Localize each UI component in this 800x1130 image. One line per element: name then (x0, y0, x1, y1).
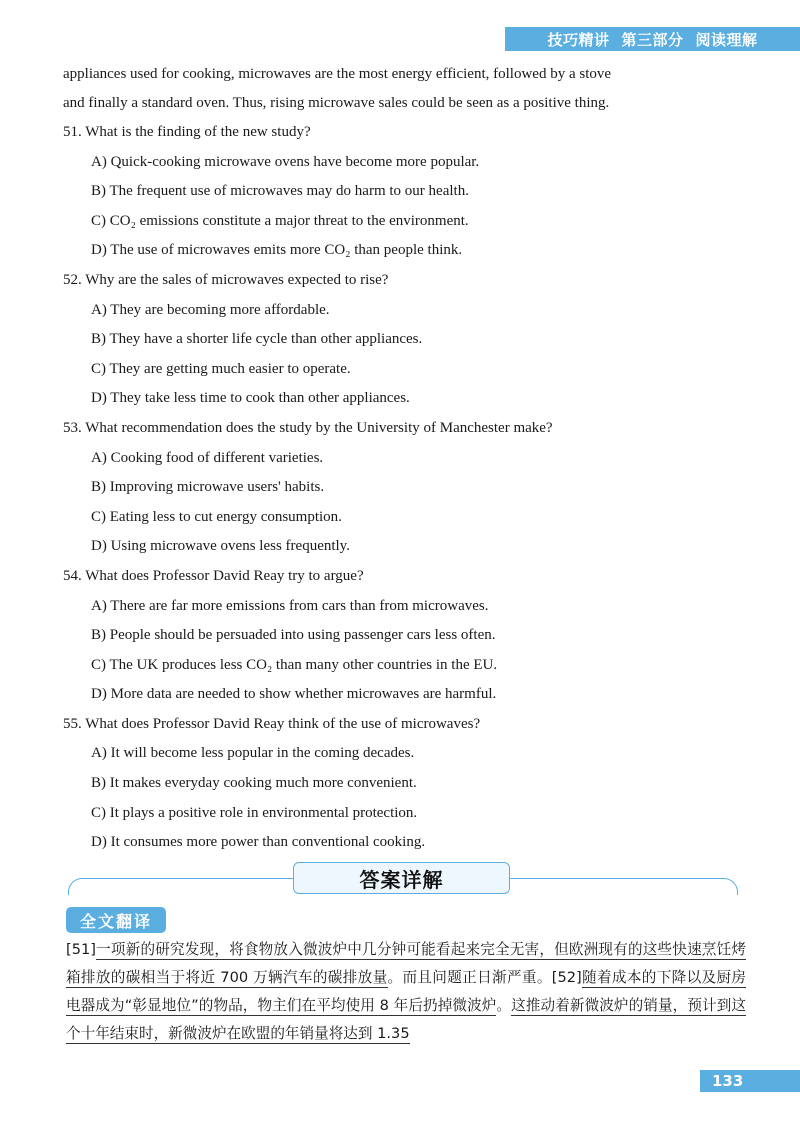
question-53 (63, 414, 743, 562)
option-a: A) There are far more emissions from cars than from microwaves. (91, 597, 489, 614)
underlined-sentence: 这推动着新微波炉的销量，预计到这个十年结束时，新微波炉在欧盟的年销量将达到 1.35 (66, 997, 746, 1042)
option-b: B) They have a shorter life cycle than other appliances. (91, 331, 423, 348)
plain-sentence: 。而且问题正日渐严重。 (387, 969, 552, 986)
passage-line: appliances used for cooking, microwaves are the most energy efficient, followed by a stove (63, 66, 612, 82)
option-b: B) It makes everyday cooking much more convenient. (91, 775, 417, 792)
option-d: D) More data are needed to show whether microwaves are harmful. (91, 686, 497, 703)
option-b: B) People should be persuaded into using passenger cars less often. (91, 627, 496, 644)
option-d: D) The use of microwaves emits more CO₂ than people think. (91, 242, 463, 259)
marker-52: [52] (551, 969, 582, 986)
header-section-1: 技巧精讲 (547, 30, 610, 49)
option-b: B) The frequent use of microwaves may do harm to our health. (91, 183, 469, 200)
underlined-sentence: 但欧洲现有的这些快速烹饪烤箱排放的碳相当于将近 700 万辆汽车的碳排放量 (66, 941, 746, 986)
option-d: D) Using microwave ovens less frequently. (91, 538, 350, 555)
plain-sentence: 。 (496, 997, 512, 1014)
option-b: B) Improving microwave users' habits. (91, 479, 325, 496)
question-54 (63, 562, 743, 710)
marker-51: [51] (66, 941, 96, 958)
option-a: A) It will become less popular in the coming decades. (91, 745, 415, 762)
answer-section-divider (68, 860, 738, 900)
question-stem: 53. What recommendation does the study by the University of Manchester make? (63, 419, 553, 436)
option-c: C) They are getting much easier to operate. (91, 360, 351, 377)
option-c: C) CO₂ emissions constitute a major threat to the environment. (91, 212, 469, 229)
translation-text (66, 936, 746, 1048)
option-a: A) They are becoming more affordable. (91, 301, 330, 318)
chapter-header (505, 27, 800, 51)
full-translation-badge: 全文翻译 (66, 907, 166, 933)
header-section-2: 第三部分 (621, 30, 684, 49)
option-c: C) Eating less to cut energy consumption. (91, 508, 342, 525)
option-c: C) The UK produces less CO₂ than many other countries in the EU. (91, 656, 498, 673)
question-stem: 54. What does Professor David Reay try to argue? (63, 567, 364, 584)
option-c: C) It plays a positive role in environmental protection. (91, 804, 418, 821)
divider-line-left (68, 878, 299, 895)
option-d: D) It consumes more power than conventional cooking. (91, 834, 426, 851)
option-d: D) They take less time to cook than other appliances. (91, 390, 410, 407)
answer-section-title: 答案详解 (293, 862, 510, 894)
divider-line-right (507, 878, 738, 895)
underlined-sentence: 随着成本的下降以及厨房电器成为“彰显地位”的物品，物主们在平均使用 8 年后扔掉微波炉 (66, 969, 746, 1014)
passage-line: and finally a standard oven. Thus, rising microwave sales could be seen as a positive thing. (63, 95, 610, 111)
translation-paragraph (66, 936, 746, 1048)
question-content (63, 60, 743, 858)
question-stem: 51. What is the finding of the new study? (63, 124, 311, 140)
option-a: A) Cooking food of different varieties. (91, 449, 324, 466)
question-55 (63, 710, 743, 858)
question-51 (63, 118, 743, 266)
page-number: 133 (700, 1070, 800, 1092)
option-a: A) Quick-cooking microwave ovens have become more popular. (91, 153, 480, 170)
underlined-sentence: 一项新的研究发现，将食物放入微波炉中几分钟可能看起来完全无害， (95, 941, 555, 958)
header-section-3: 阅读理解 (695, 30, 758, 49)
question-52 (63, 266, 743, 414)
question-stem: 52. Why are the sales of microwaves expected to rise? (63, 271, 389, 288)
question-stem: 55. What does Professor David Reay think of the use of microwaves? (63, 715, 481, 732)
